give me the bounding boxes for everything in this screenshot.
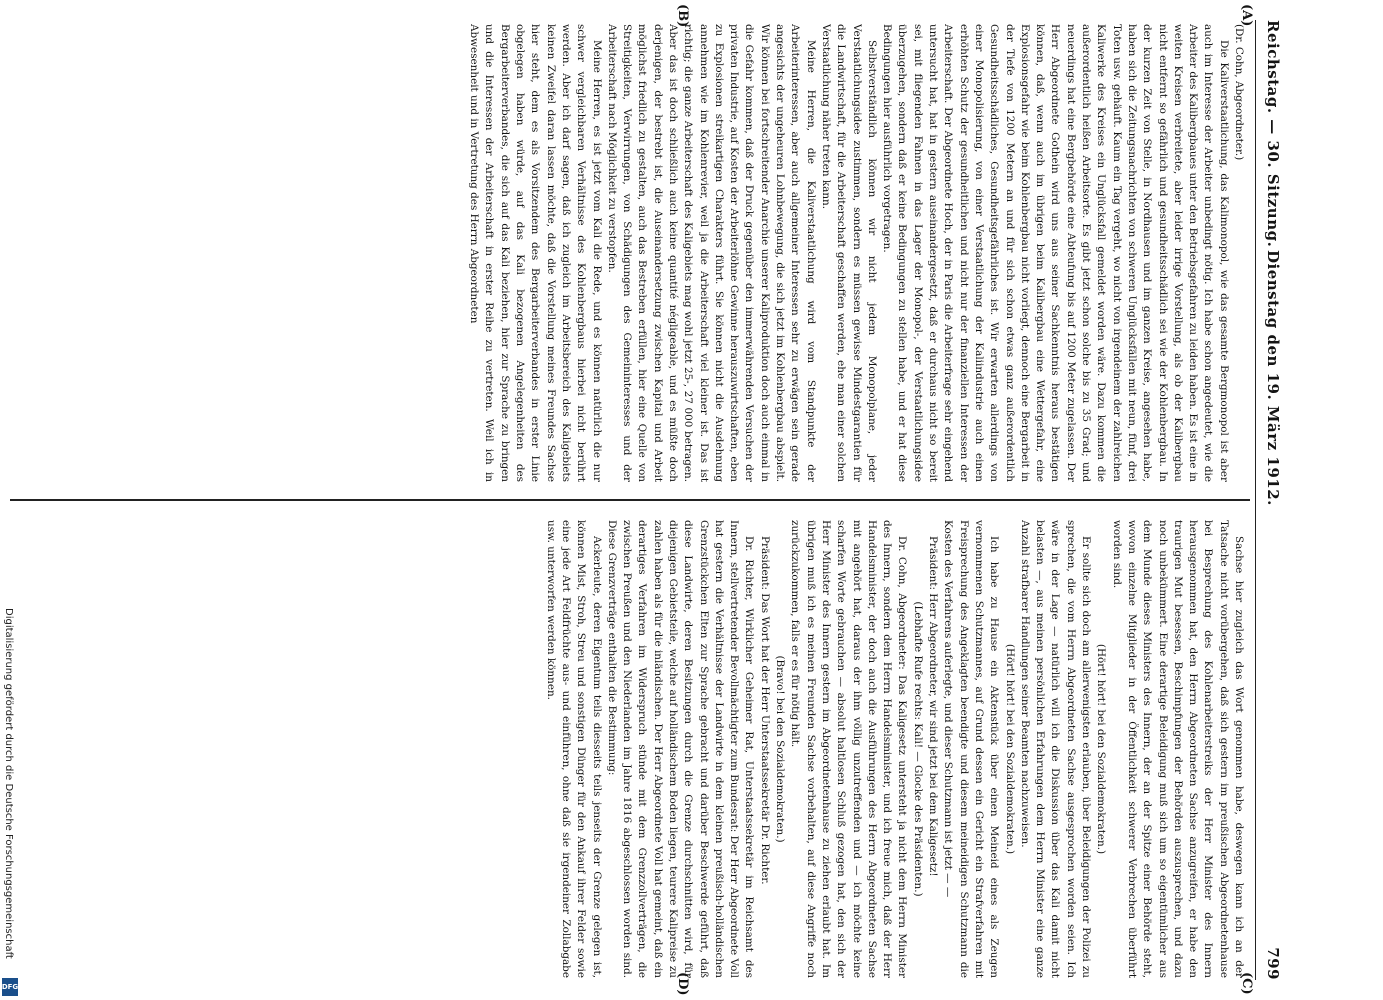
credit-text: Digitalisierung gefördert durch die Deutsche Forschungsgemeinschaft [3, 608, 14, 959]
dfg-logo-icon: DFG [2, 978, 18, 996]
paragraph: Er sollte sich doch am allerwenigsten erlauben, über Beleidigungen der Polizei zu sprechen, die vom Herrn Abgeordneten Sachse ausgesprochen worden seien. Ich wäre in der Lage — natürlich will ich die Diskussion über das Kali damit nicht belasten —, aus meinen persönlichen Erfahrungen dem Herrn Minister eine ganze Anzahl strafbarer Handlungen seiner Beamten nachzuweisen. [1018, 520, 1093, 978]
paragraph: Meine Herren, die Kaliverstaatlichung wird vom Standpunkte der Arbeiterinteressen, aber auch allgemeiner Interessen sehr zu erwägen sein gerade angesichts der ungeheuren Lohnbewegung, die sich jetzt im Kohlenbergbau abspielt. Wir können bei fortschreitender Anarchie unserer Kaliproduktion doch auch einmal in die Gefahr kommen, daß der Druck gegenüber den immerwährenden Versuchen der privaten Industrie, auf Kosten der Arbeiterlöhne Gewinne herauszuwirtschaften, eben zu Explosionen streikartigen Charakters führt. Sie können nicht die Ausdehnung annehmen wie im Kohlenrevier, weil ja die Arbeiterschaft viel kleiner ist. Das ist richtig; die ganze Arbeiterschaft des Kaligebiets mag wohl jetzt 25-, 27 000 betragen. Aber das ist doch schließlich auch keine quantité négligeable, und es müßte doch derjenigen, der bestrebt ist, die Auseinandersetzung zwischen Kapital und Arbeit möglichst friedlich zu gestalten, auch das Bestreben erfüllen, hier eine Quelle von Streitigkeiten, Verwirrungen, von Schädigungen des Gemeininteresses und der Arbeiterschaft nach Möglichkeit zu verstopfen. [605, 24, 817, 482]
digitization-credit [0, 0, 30, 1000]
header-date: Dienstag den 19. März 1912. [1264, 250, 1282, 506]
page-number: 799 [1264, 947, 1282, 980]
paragraph: Selbstverständlich können wir nicht jedem Monopolplane, jeder Verstaatlichungsidee zustimmen, sondern es müssen gewisse Mindestgarantien für die Landwirtschaft, für die Arbeiterschaft geschaffen werden, ehe man einer solchen Verstaatlichung näher treten kann. [819, 24, 878, 482]
quotation: Ackerleute, deren Eigentum teils diesseits teils jenseits der Grenze gelegen ist, können Mist, Stroh, Streu und sonstigen Dünger für den Ankauf ihrer Felder sowie eine jede Art Feldfrüchte aus- und einführen, ohne daß sie irgendeiner Zollabgabe usw. unterworfen werden können. [544, 520, 603, 978]
margin-marker-a: (A) [1239, 4, 1254, 27]
margin-marker-d: (D) [675, 972, 690, 996]
interjection: (Hört! hört! bei den Sozialdemokraten.) [1003, 643, 1016, 855]
margin-marker-b: (B) [675, 4, 690, 28]
paragraph: Die Kaliverstaatlichung, das Kalimonopol, wie das gesamte Bergmonopol ist aber auch im Interesse der Arbeiter unbedingt nötig. Ich habe schon angedeutet, wie die Arbeiter des Kalibergbaues unter den Betriebsgefahren zu leiden haben. Es ist eine in weiten Kreisen verbreitete, aber leider irrige Vorstellung, als ob der Kalibergbau nicht entfernt so gefährlich und gesundheitsschädlich sei wie der Kohlenbergbau. In der kurzen Zeit von Stelle, in Nordhausen und im ganzen Kreise, angesehen habe, haben sich die Zeitungsnachrichten von schweren Unglücksfällen mit neun, fünf, drei Toten usw. gehäuft. Kaum ein Tag vergeht, wo nicht von irgendeinem der zahlreichen Kaliwerke des Kreises ein Unglücksfall gemeldet worden wäre. Dazu kommen die außerordentlich heißen Arbeitsorte. Es gibt jetzt schon solche bis zu 35 Grad; und neuerdings hat eine Bergbehörde eine Abteufung bis auf 1200 Meter zugelassen. Der Herr Abgeordnete Gothein wird uns aus seiner Sachkenntnis heraus bestätigen können, daß, wenn auch im übrigen beim Kalibergbau eine Wettergefahr, eine Explosionsgefahr wie beim Kohlenbergbau nicht vorliegt, dennoch eine Bergarbeit in der Tiefe von 1200 Metern an und für sich schon etwas ganz außerordentlich Gesundheitsschädliches, Gesundheitsgefährliches ist. Wir erwarten allerdings von einer Monopolisierung, von einer Verstaatlichung der Kaliindustrie auch einen erhöhten Schutz der gesundheitlichen und nicht nur der finanziellen Interessen der Arbeiterschaft. Der Abgeordnete Hoch, der in Paris die Arbeiterfrage sehr eingehend untersucht hat, hat in gestern auseinandergesetzt, daß er durchaus nicht so bereit sei, mit fliegenden Fahnen in das Lager der Monopol-, der Verstaatlichungsidee überzugehen, sondern daß er keine Bedingungen zu stellen habe, und er hat diese Bedingungen hier ausführlich vorgetragen. [881, 24, 1230, 482]
paragraph: Ich habe zu Hause ein Aktenstück über einen Meineid eines als Zeugen vernommenen Schutzmannes, auf Grund dessen ein Gericht ein Strafverfahren mit Freisprechung des Angeklagten beendigte und diesem meineidigen Schutzmann die Kosten des Verfahrens auferlegte, und dieser Schutzmann ist jetzt — — [942, 520, 1001, 978]
page-header [1260, 20, 1288, 980]
interjection: (Hört! hört! bei den Sozialdemokraten.) [1095, 643, 1108, 855]
margin-marker-c: (C) [1239, 972, 1254, 995]
interjection: (Bravo! bei den Sozialdemokraten.) [774, 655, 787, 843]
header-title: Reichstag. — 30. Sitzung. [1264, 20, 1282, 248]
header-rule [1255, 20, 1256, 980]
president-remark: Präsident: Herr Abgeordneter, wir sind jetzt bei dem Kaligesetz! [927, 536, 940, 877]
right-column [10, 520, 1246, 978]
paragraph: Sachse hier zugleich das Wort genommen habe, deswegen kann ich an der Tatsache nicht vorübergehen, daß sich gestern im preußischen Abgeordnetenhause bei Besprechung des Kohlenarbeiterstreiks der Herr Minister des Innern herausgenommen hat, den Herrn Abgeordneten Sachse anzugreifen, er habe den traurigen Mut besessen, Beschimpfungen der Behörden auszusprechen, und dazu noch unbekümmert. Eine derartige Beleidigung muß sich um so eigentümlicher aus dem Munde dieses Ministers des Innern, der an der Spitze einer Behörde steht, wovon einzelne Mitglieder in der Öffentlichkeit schwerer Verbrechen überführt worden sind. [1110, 520, 1245, 978]
interjection: (Lebhafte Rufe rechts: Kali! — Glocke des Präsidenten.) [911, 601, 924, 897]
paragraph: Meine Herren, es ist jetzt vom Kali die Rede, und es können natürlich die nur schwer vergleichbaren Verhältnisse des Kohlenbergbaus hierbei nicht berührt werden. Aber ich darf sagen, daß ich zugleich im Arbeitsbereich des Kaligebiets keinen Zweifel daran lassen möchte, daß die Vorstellung meines Freundes Sachse hier steht, dem es als Vorsitzendem des Bergarbeiterverbandes in erster Linie obgelegen haben würde, auf das Kali bezogenen Angelegenheiten des Bergarbeiterverbandes, die sich auf das Kali beziehen, hier zur Sprache zu bringen und die Interessen der Arbeiterschaft in erster Reihe zu vertreten. Weil ich in Abwesenheit und in Vertretung des Herrn Abgeordneten [468, 24, 603, 482]
paragraph: Dr. Cohn, Abgeordneter: Das Kaligesetz untersteht ja nicht dem Herrn Minister des Innern, sondern dem Herrn Handelsminister, und ich freue mich, daß der Herr Handelsminister, der doch auch die Ausführungen des Herrn Abgeordneten Sachse mit angehört hat, daraus der ihm völlig unzutreffenden und — ich möchte keine scharfen Worte gebrauchen — absolut haltlosen Schluß gezogen hat, den sich der Herr Minister des Innern gestern im Abgeordnetenhause zu ziehen erlaubt hat. Im übrigen muß ich es meinen Freunden Sachse vorbehalten, auf diese Angriffe noch zurückzukommen, falls er es für nötig hält. [789, 520, 909, 978]
column-divider [10, 499, 1250, 501]
president-remark: Präsident: Das Wort hat der Herr Unterstaatssekretär Dr. Richter. [758, 536, 771, 885]
speaker-reference: (Dr. Cohn, Abgeordneter.) [1233, 24, 1245, 161]
paragraph: Dr. Richter, Wirklicher Geheimer Rat, Unterstaatssekretär im Reichsamt des Innern, stellvertretender Bevollmächtigter zum Bundesrat: Der Herr Abgeordnete Voll hat gestern die Verhältnisse der Landwirte in dem kleinen preußisch-holländischen Grenzstückchen Elten zur Sprache gebracht und darüber Beschwerde geführt, daß diese Landwirte, deren Besitzungen durch die Grenze durchschnitten wird, für diejenigen Gebietsteile, welche auf holländischem Boden liegen, teurere Kalipreise zu zahlen haben als für die inländischen. Der Herr Abgeordnete Voll hat gemeint, daß ein derartiges Verfahren im Widerspruch stünde mit dem Grenzzollverträgen, die zwischen Preußen und den Niederlanden im Jahre 1816 abgeschlossen worden sind. Diese Grenzverträge enthalten die Bestimmung: [605, 520, 756, 978]
left-column [10, 24, 1246, 482]
